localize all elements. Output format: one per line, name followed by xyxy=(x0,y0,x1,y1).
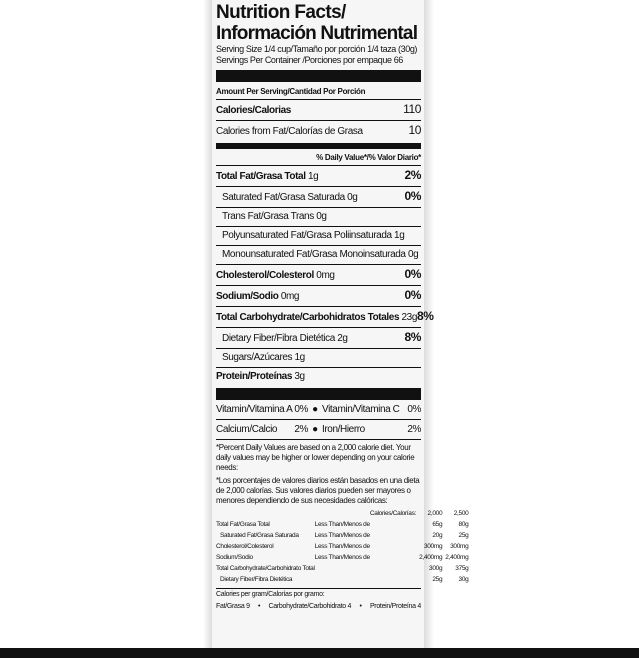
sat-fat-dv: 0% xyxy=(404,189,421,203)
protein-row xyxy=(216,367,421,386)
sugars-row xyxy=(216,348,421,367)
per-gram-fat: Fat/Grasa 9 xyxy=(216,603,250,610)
dv-table-row: Saturated Fat/Grasa Saturada Less Than/Menos de 20g 25g xyxy=(220,532,469,539)
dv-table-row: Sodium/Sodio Less Than/Menos de 2,400mg 2,400mg xyxy=(216,554,469,561)
fiber-row xyxy=(216,327,421,348)
cholesterol-amount: 0mg xyxy=(316,270,335,281)
calories-per-gram-values xyxy=(216,601,421,613)
total-fat-row xyxy=(216,165,421,186)
carbs-row xyxy=(216,306,434,327)
package-edge-left xyxy=(203,0,212,648)
sodium-dv: 0% xyxy=(404,288,421,302)
thin-divider xyxy=(216,439,421,440)
bullet-icon: • xyxy=(258,603,261,610)
total-fat-amount: 1g xyxy=(307,171,319,182)
poly-fat-row xyxy=(216,226,421,245)
calcium-value: 2% xyxy=(294,424,308,435)
sugars-label: Sugars/Azúcares 1g xyxy=(222,352,305,363)
iron-value: 2% xyxy=(407,424,421,435)
background-left xyxy=(0,0,212,648)
iron-label: Iron/Hierro xyxy=(322,424,365,435)
calories-fat-row xyxy=(216,120,421,141)
fiber-dv: 8% xyxy=(404,330,421,344)
carbs-dv: 8% xyxy=(417,309,434,323)
label-title-es: Información Nutrimental xyxy=(216,23,418,44)
per-gram-carb: Carbohydrate/Carbohidrato 4 xyxy=(268,603,352,610)
per-gram-protein: Protein/Proteína 4 xyxy=(369,603,421,610)
calcium-label: Calcium/Calcio xyxy=(216,424,278,435)
thick-divider-2 xyxy=(216,388,421,400)
daily-values-table xyxy=(216,508,471,585)
label-title-en: Nutrition Facts/ xyxy=(216,2,346,23)
mono-fat-label: Monounsaturated Fat/Grasa Monoinsaturada 0g xyxy=(222,249,419,260)
calories-fat-label: Calories from Fat/Calorías de Grasa xyxy=(216,126,363,137)
serving-size: Serving Size 1/4 cup/Tamaño por porción 1/4 taza (30g) xyxy=(216,44,418,54)
dv-table-row: Total Carbohydrate/Carbohidrato Total 300g 375g xyxy=(216,565,469,572)
dv-table-header: Calories/Calorías: 2,000 2,500 xyxy=(369,510,469,517)
sodium-row xyxy=(216,285,421,306)
vitamin-a-value: 0% xyxy=(294,404,308,415)
poly-fat-label: Polyunsaturated Fat/Grasa Poliinsaturada 1g xyxy=(222,230,405,241)
calories-per-gram: Calories per gram/Calorías por gramo: xyxy=(216,588,421,601)
nutrition-label xyxy=(216,2,469,613)
fiber-label: Dietary Fiber/Fibra Dietética 2g xyxy=(222,333,348,344)
bullet-icon: ● xyxy=(312,404,318,415)
vitamin-c-value: 0% xyxy=(407,404,421,415)
calories-fat-value: 10 xyxy=(408,123,421,137)
dv-table-row: Dietary Fiber/Fibra Dietética 25g 30g xyxy=(220,576,469,583)
bullet-icon: ● xyxy=(312,424,318,435)
thick-divider xyxy=(216,70,421,82)
sodium-label: Sodium/Sodio xyxy=(216,291,279,302)
calories-label: Calories/Calorias xyxy=(216,105,291,116)
footnote-es: *Los porcentajes de valores diarios están basados en una dieta de 2,000 calorías. Sus valores diarios pueden ser mayores o menores dependiendo de sus necesidades calóricas: xyxy=(216,476,420,505)
calories-row xyxy=(216,99,421,120)
medium-divider xyxy=(216,143,421,149)
footnote-en: *Percent Daily Values are based on a 2,000 calorie diet. Your daily values may be higher or lower depending on your calorie needs: xyxy=(216,443,415,472)
carbs-label: Total Carbohydrate/Carbohidratos Totales xyxy=(216,312,400,323)
cholesterol-label: Cholesterol/Colesterol xyxy=(216,270,314,281)
dv-table-row: Cholesterol/Colesterol Less Than/Menos de 300mg 300mg xyxy=(216,543,469,550)
servings-per-container: Servings Per Container /Porciones por empaque 66 xyxy=(216,55,403,65)
vitamin-c-label: Vitamin/Vitamina C xyxy=(322,404,400,415)
mono-fat-row xyxy=(216,245,421,264)
protein-label: Protein/Proteínas xyxy=(216,371,292,382)
nutrition-facts-panel xyxy=(212,0,469,648)
total-fat-label: Total Fat/Grasa Total xyxy=(216,171,306,182)
carbs-amount: 23g xyxy=(401,312,417,323)
dv-table-row: Total Fat/Grasa Total Less Than/Menos de 65g 80g xyxy=(216,521,469,528)
protein-amount: 3g xyxy=(294,371,305,382)
sat-fat-label: Saturated Fat/Grasa Saturada 0g xyxy=(222,192,358,203)
bottom-black-bar xyxy=(0,648,639,658)
vitamin-row-2 xyxy=(216,419,421,439)
sat-fat-row xyxy=(216,186,421,207)
amount-per-serving: Amount Per Serving/Cantidad Por Porción xyxy=(216,87,366,96)
daily-value-header: % Daily Value*/% Valor Diario* xyxy=(316,153,421,162)
sodium-amount: 0mg xyxy=(280,291,300,302)
total-fat-dv: 2% xyxy=(404,168,421,182)
calories-value: 110 xyxy=(403,102,421,116)
cholesterol-row xyxy=(216,264,421,285)
bullet-icon: • xyxy=(359,603,362,610)
trans-fat-row xyxy=(216,207,421,226)
trans-fat-label: Trans Fat/Grasa Trans 0g xyxy=(222,211,327,222)
vitamin-row-1 xyxy=(216,400,421,419)
vitamin-a-label: Vitamin/Vitamina A xyxy=(216,404,293,415)
cholesterol-dv: 0% xyxy=(404,267,421,281)
